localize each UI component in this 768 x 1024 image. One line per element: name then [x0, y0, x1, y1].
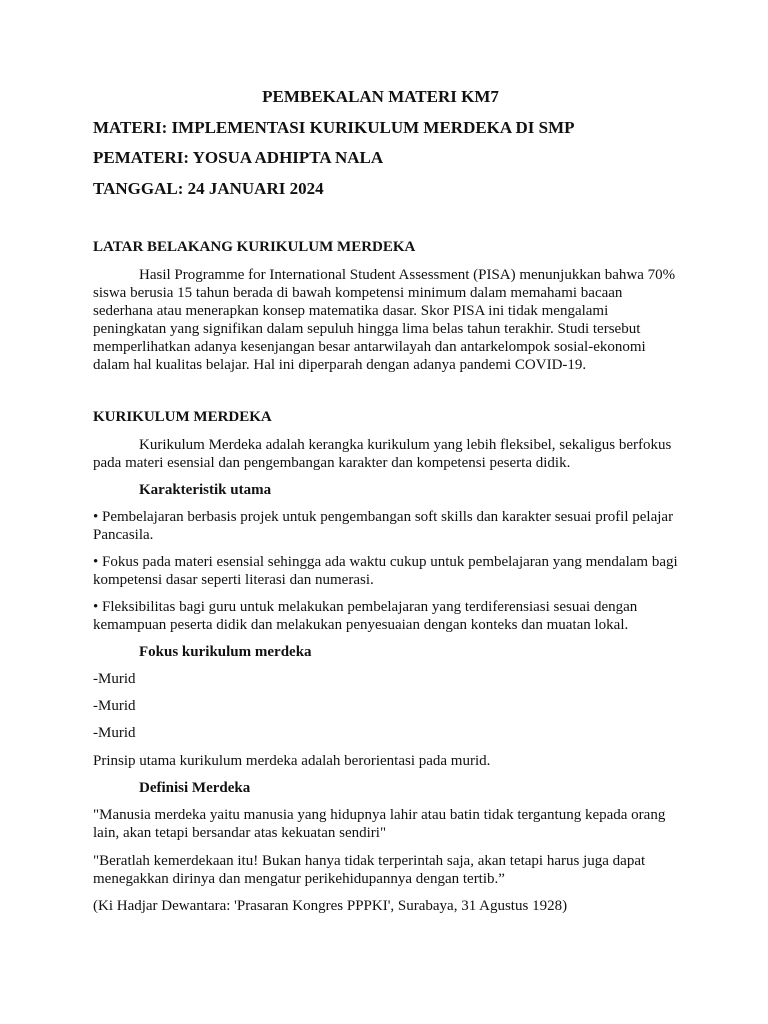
bullet-item: • Fleksibilitas bagi guru untuk melakukan pembelajaran yang terdiferensiasi sesuai dengan kemampuan peserta didik dan melakukan penyesuaian dengan konteks dan muatan lokal.	[93, 599, 638, 633]
pemateri-line: PEMATERI: YOSUA ADHIPTA NALA	[93, 148, 384, 167]
fokus-item: -Murid	[93, 671, 136, 687]
prinsip-text: Prinsip utama kurikulum merdeka adalah berorientasi pada murid.	[93, 753, 491, 769]
bullet-item: • Pembelajaran berbasis projek untuk pengembangan soft skills dan karakter sesuai profil pelajar Pancasila.	[93, 509, 674, 543]
latar-heading: LATAR BELAKANG KURIKULUM MERDEKA	[93, 239, 416, 255]
citation-text: (Ki Hadjar Dewantara: 'Prasaran Kongres PPPKI', Surabaya, 31 Agustus 1928)	[93, 898, 568, 914]
document-title: PEMBEKALAN MATERI KM7	[262, 87, 499, 106]
fokus-item: -Murid	[93, 725, 136, 741]
fokus-heading: Fokus kurikulum merdeka	[139, 644, 312, 660]
kurikulum-paragraph: Kurikulum Merdeka adalah kerangka kurikulum yang lebih fleksibel, sekaligus berfokus pada materi esensial dan pengembangan karakter dan kompetensi peserta didik.	[93, 437, 672, 471]
bullet-item: • Fokus pada materi esensial sehingga ada waktu cukup untuk pembelajaran yang mendalam bagi kompetensi dasar seperti literasi dan numerasi.	[93, 554, 678, 588]
quote-text: "Beratlah kemerdekaan itu! Bukan hanya tidak terperintah saja, akan tetapi harus juga dapat menegakkan dirinya dan mengatur perikehidupannya dengan tertib.”	[93, 853, 646, 887]
quote-text: "Manusia merdeka yaitu manusia yang hidupnya lahir atau batin tidak tergantung kepada orang lain, akan tetapi bersandar atas kekuatan sendiri"	[93, 807, 666, 841]
materi-line: MATERI: IMPLEMENTASI KURIKULUM MERDEKA DI SMP	[93, 118, 575, 137]
tanggal-line: TANGGAL: 24 JANUARI 2024	[93, 179, 324, 198]
definisi-heading: Definisi Merdeka	[139, 780, 251, 796]
kurikulum-heading: KURIKULUM MERDEKA	[93, 409, 272, 425]
karakteristik-heading: Karakteristik utama	[139, 482, 272, 498]
latar-paragraph: Hasil Programme for International Student Assessment (PISA) menunjukkan bahwa 70% siswa berusia 15 tahun berada di bawah kompetensi minimum dalam memahami bacaan sederhana atau menerapkan konsep matematika dasar. Skor PISA ini tidak mengalami peningkatan yang signifikan dalam sepuluh hingga lima belas tahun terakhir. Studi tersebut memperlihatkan adanya kesenjangan besar antarwilayah dan antarkelompok sosial-ekonomi dalam hal kualitas belajar. Hal ini diperparah dengan adanya pandemi COVID-19.	[93, 267, 676, 373]
fokus-item: -Murid	[93, 698, 136, 714]
